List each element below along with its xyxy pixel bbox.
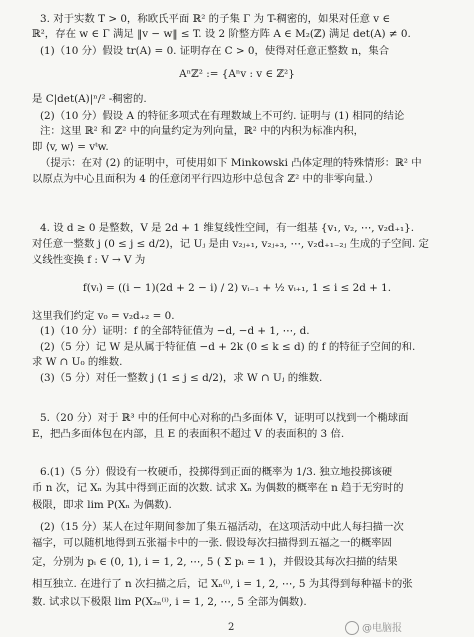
watermark: [345, 619, 402, 635]
p4-line-4: 这里我们约定 v₀ = v₂d₊₂ = 0.: [32, 310, 175, 322]
p3-line-8: （提示：在对 (2) 的证明中，可使用如下 Minkowski 凸体定理的特殊情形：ℝ² 中: [40, 157, 422, 169]
p4-line-8: (3)（5 分）对任一整数 j (1 ≤ j ≤ d/2)，求 W ∩ Uⱼ 的维数.: [40, 372, 323, 384]
p3-line-9: 以原点为中心且面积为 4 的任意闭平行四边形中总包含 ℤ² 中的非零向量.）: [32, 173, 379, 185]
p3-line-3: (1)（10 分）假设 tr(A) = 0. 证明存在 C > 0，使得对任意正整数 n，集合: [40, 45, 390, 57]
watermark-text: @电脑报: [362, 623, 402, 634]
weibo-logo-icon: [345, 621, 359, 635]
p6-line-4: (2)（15 分）某人在过年期间参加了集五福活动，在这项活动中此人每扫描一次: [40, 521, 404, 533]
p6-line-3: 极限，即求 lim P(Xₙ 为偶数).: [32, 499, 172, 511]
p6-line-1: 6.(1)（5 分）假设有一枚硬币，投掷得到正面的概率为 1/3. 独立地投掷该硬: [40, 466, 393, 478]
p4-formula: f(vᵢ) = ((i − 1)(2d + 2 − i) / 2) vᵢ₋₁ + ½ vᵢ₊₁, 1 ≤ i ≤ 2d + 1.: [82, 282, 392, 294]
p3-line-1: 3. 对于实数 T > 0，称欧氏平面 ℝ² 的子集 Γ 为 T-稠密的，如果对任意 v ∈: [40, 13, 391, 25]
p6-line-5: 福字，可以随机地得到五张福卡中的一张. 假设每次扫描得到五福之一的概率固: [32, 537, 392, 549]
p4-line-6: (2)（5 分）记 W 是从属于特征值 −d + 2k (0 ≤ k ≤ d) 的 f 的特征子空间的和.: [40, 341, 416, 353]
p6-line-6: 定，分别为 pᵢ ∈ (0, 1), i = 1, 2, ⋯, 5 ( Σ pᵢ = 1 )，并假设其每次扫描的结果: [32, 556, 398, 568]
p6-line-7: 相互独立. 在进行了 n 次扫描之后，记 Xₙ⁽ⁱ⁾, i = 1, 2, ⋯, 5 为其得到每种福卡的张: [32, 578, 413, 590]
p4-line-1: 4. 设 d ≥ 0 是整数，V 是 2d + 1 维复线性空间，有一组基 {v₁, v₂, ⋯, v₂d₊₁}.: [40, 222, 415, 234]
p6-line-2: 币 n 次，记 Xₙ 为其中得到正面的次数. 试求 Xₙ 为偶数的概率在 n 趋于无穷时的: [32, 482, 404, 494]
p5-line-2: E，把凸多面体包在内部，且 E 的表面积不超过 V 的表面积的 3 倍.: [32, 428, 345, 440]
p3-line-5: (2)（10 分）假设 A 的特征多项式在有理数域上不可约. 证明与 (1) 相同的结论: [40, 110, 405, 122]
p4-line-2: 对任意一整数 j (0 ≤ j ≤ d/2)，记 Uⱼ 是由 v₂ⱼ₊₁, v₂ⱼ₊₃, ⋯, v₂d₊₁₋₂ⱼ 生成的子空间. 定: [32, 238, 429, 250]
p3-line-4: 是 C|det(A)|ⁿ/² -稠密的.: [32, 93, 147, 105]
p3-line-7: 即 ⟨v, w⟩ = vᵗw.: [32, 141, 109, 153]
page-number: 2: [228, 622, 235, 633]
p6-line-8: 数. 试求以下极限 lim P(X₂ₙ⁽ⁱ⁾, i = 1, 2, ⋯, 5 全部为偶数).: [32, 596, 307, 608]
p3-line-2: ℝ²，存在 w ∈ Γ 满足 ‖v − w‖ ≤ T. 设 2 阶整方阵 A ∈ M₂(ℤ) 满足 det(A) ≠ 0.: [32, 28, 411, 40]
p5-line-1: 5.（20 分）对于 ℝ³ 中的任何中心对称的凸多面体 V，证明可以找到一个椭球面: [40, 412, 409, 424]
p4-line-3: 义线性变换 f : V → V 为: [32, 254, 146, 266]
p3-line-6: 注：这里 ℝ² 和 ℤ² 中的向量约定为列向量，ℝ² 中的内积为标准内积，: [40, 125, 365, 137]
p4-line-7: 求 W ∩ U₀ 的维数.: [32, 356, 123, 368]
p4-line-5: (1)（10 分）证明：f 的全部特征值为 −d, −d + 1, ⋯, d.: [40, 325, 310, 337]
p3-formula: Aⁿℤ² := {Aⁿv : v ∈ ℤ²}: [179, 68, 295, 80]
